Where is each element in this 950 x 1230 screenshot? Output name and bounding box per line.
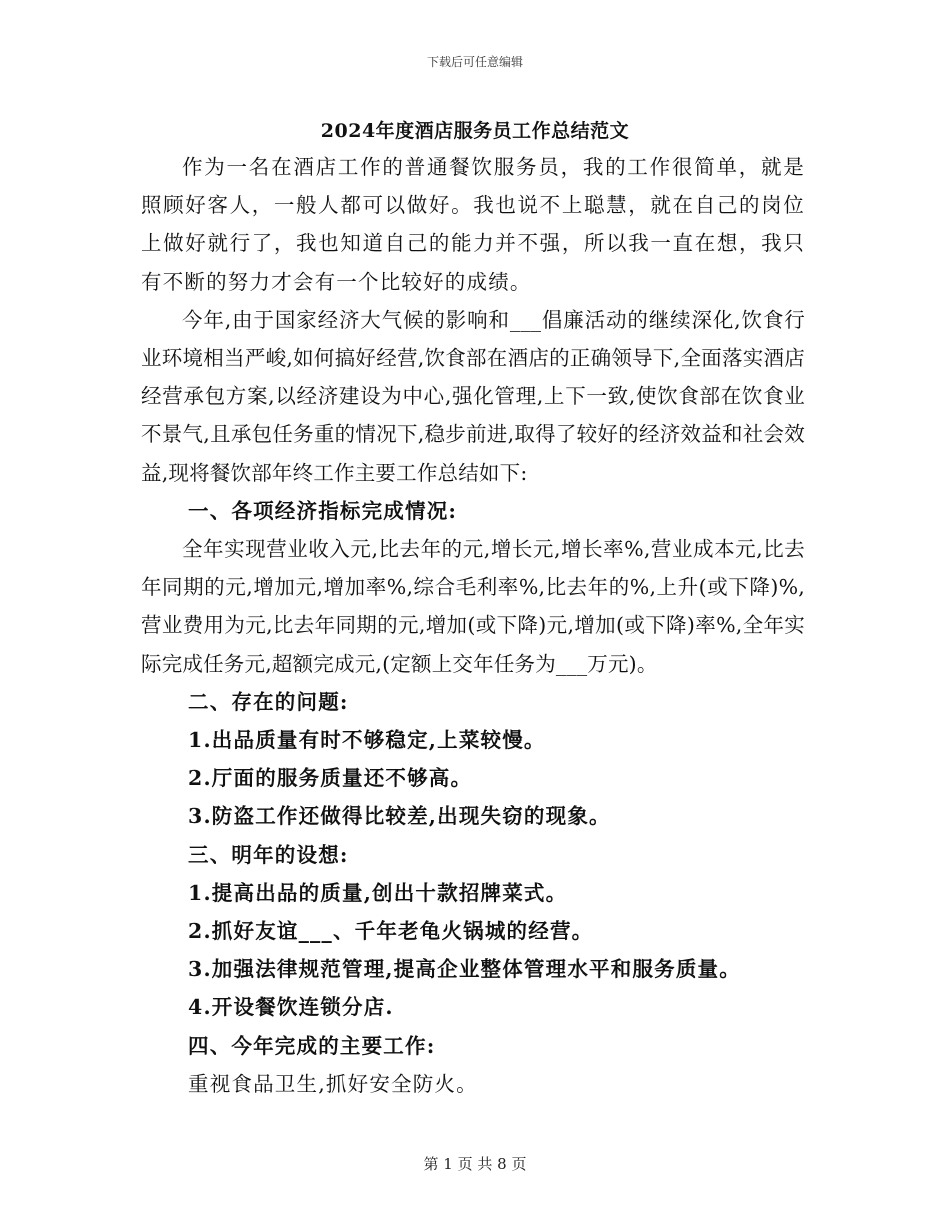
plan-item: 4.开设餐饮连锁分店. (188, 995, 394, 1020)
problem-item: 1.出品质量有时不够稳定,上菜较慢。 (188, 728, 546, 753)
section-heading-problems: 二、存在的问题: (188, 689, 349, 714)
section-heading-indicators: 一、各项经济指标完成情况: (188, 498, 458, 523)
plan-item: 3.加强法律规范管理,提高企业整体管理水平和服务质量。 (188, 957, 741, 982)
plan-item: 2.抓好友谊___、千年老龟火锅城的经营。 (188, 919, 594, 944)
plan-item: 1.提高出品的质量,创出十款招牌菜式。 (188, 880, 568, 905)
page-header-note: 下载后可任意编辑 (426, 55, 523, 69)
problem-item: 2.厅面的服务质量还不够高。 (188, 766, 473, 791)
section-heading-plans: 三、明年的设想: (188, 842, 349, 867)
indicators-paragraph: 全年实现营业收入元,比去年的元,增长元,增长率%,营业成本元,比去年同期的元,增加元,增加率%,综合毛利率%,比去年的%,上升(或下降)%,营业费用为元,比去年同期的元,增加(或下降)元,增加(或下降)率%,全年实际完成任务元,超额完成元,(定额上交年任务为___万元)。 (141, 537, 805, 676)
context-paragraph: 今年,由于国家经济大气候的影响和___倡廉活动的继续深化,饮食行业环境相当严峻,如何搞好经营,饮食部在酒店的正确领导下,全面落实酒店经营承包方案,以经济建设为中心,强化管理,上下一致,使饮食部在饮食业不景气,且承包任务重的情况下,稳步前进,取得了较好的经济效益和社会效益,现将餐饮部年终工作主要工作总结如下: (141, 307, 805, 485)
page-number: 第 1 页 共 8 页 (423, 1155, 527, 1173)
document-title: 2024年度酒店服务员工作总结范文 (320, 120, 630, 142)
intro-paragraph: 作为一名在酒店工作的普通餐饮服务员，我的工作很简单，就是照顾好客人，一般人都可以做好。我也说不上聪慧，就在自己的岗位上做好就行了，我也知道自己的能力并不强，所以我一直在想，我只有不断的努力才会有一个比较好的成绩。 (141, 155, 805, 294)
problem-item: 3.防盗工作还做得比较差,出现失窃的现象。 (188, 804, 611, 829)
document-body (141, 148, 805, 1103)
section-heading-achievements: 四、今年完成的主要工作: (188, 1033, 436, 1058)
achievements-paragraph: 重视食品卫生,抓好安全防火。 (188, 1071, 478, 1096)
